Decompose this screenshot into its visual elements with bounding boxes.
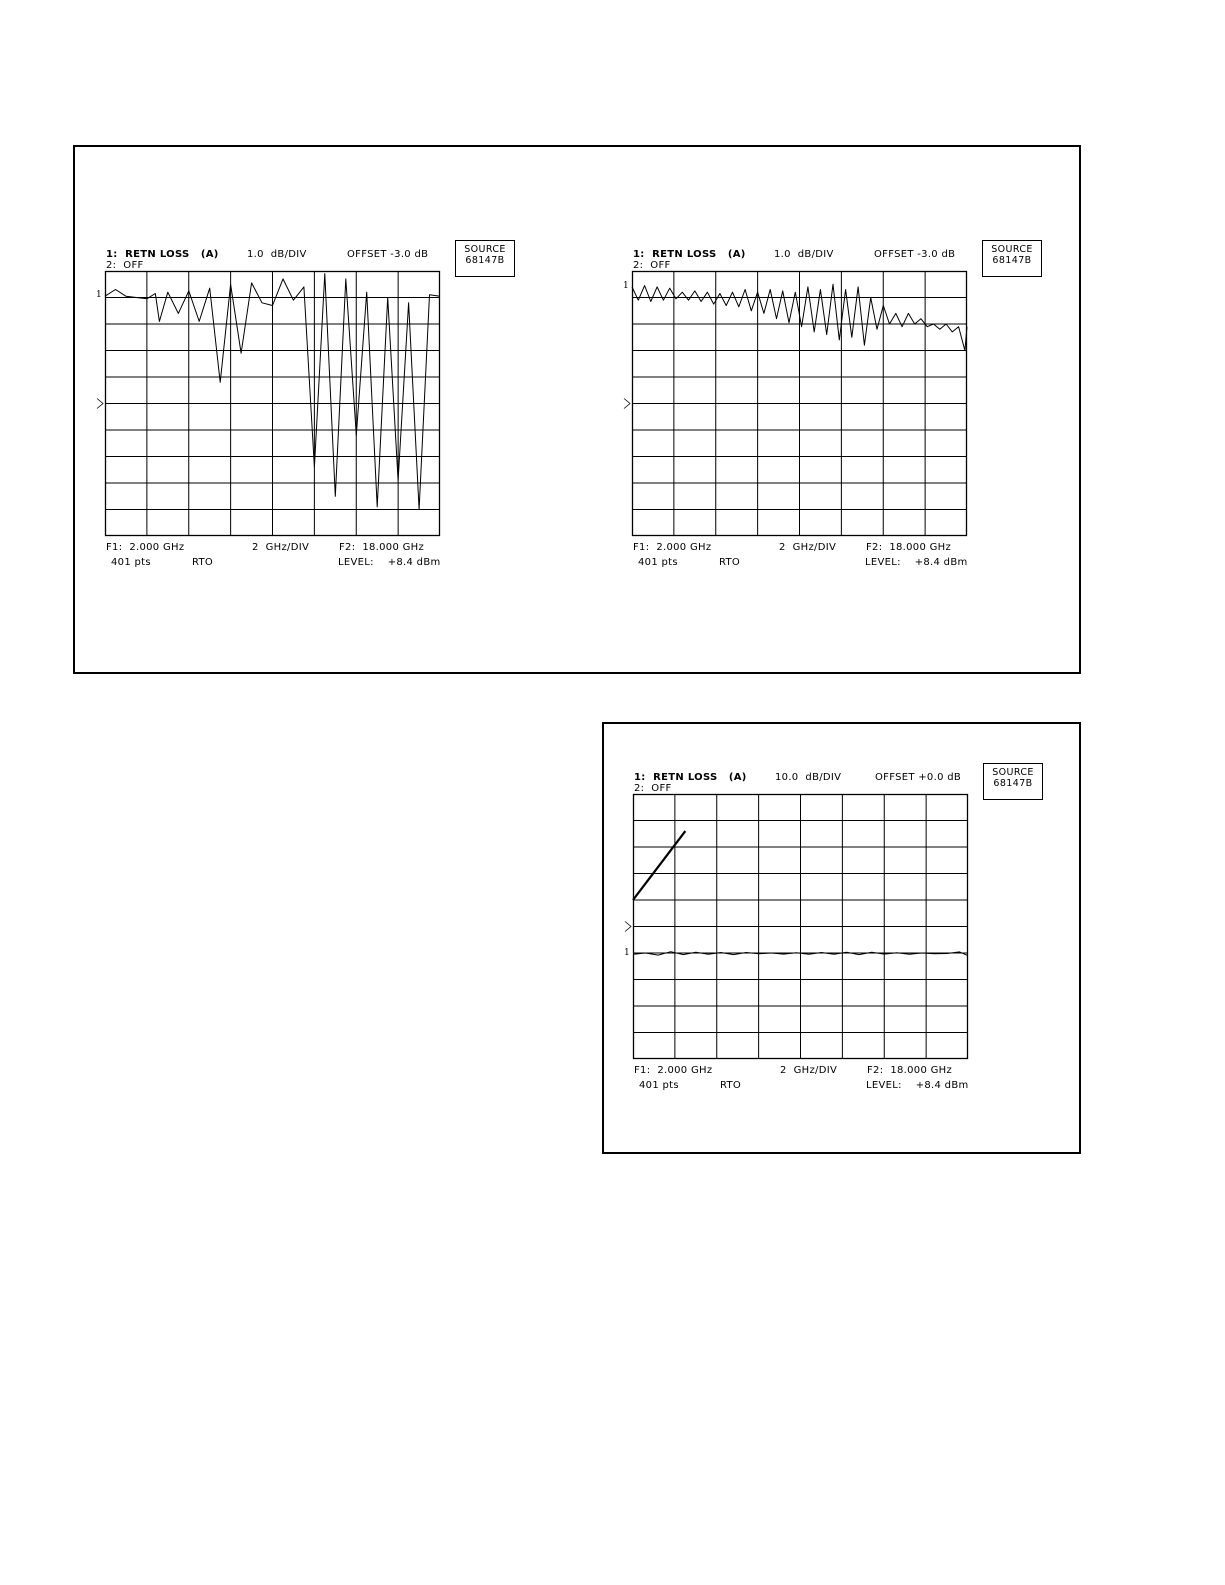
source-model-box	[982, 240, 1042, 277]
start-frequency-label: F1: 2.000 GHz	[106, 542, 185, 553]
return-loss-plot-panel	[624, 767, 1073, 1107]
frequency-division-label: 2 GHz/DIV	[252, 542, 310, 553]
channel-2-label: 2: OFF	[633, 260, 671, 271]
source-title: SOURCE	[992, 767, 1034, 778]
offset-label: OFFSET -3.0 dB	[347, 249, 429, 260]
reference-marker: 1	[624, 948, 630, 959]
offset-label: OFFSET +0.0 dB	[875, 772, 962, 783]
rto-label: RTO	[720, 1080, 742, 1091]
plot-area	[632, 271, 967, 536]
source-model: 68147B	[992, 255, 1032, 266]
level-label: LEVEL: +8.4 dBm	[338, 557, 441, 568]
source-model: 68147B	[465, 255, 505, 266]
plot-area	[105, 271, 440, 536]
reference-marker: 1	[96, 290, 102, 301]
channel-2-label: 2: OFF	[106, 260, 144, 271]
source-model: 68147B	[993, 778, 1033, 789]
start-frequency-label: F1: 2.000 GHz	[634, 1065, 713, 1076]
stop-frequency-label: F2: 18.000 GHz	[339, 542, 425, 553]
plot-area	[633, 794, 968, 1059]
rto-label: RTO	[192, 557, 214, 568]
rto-label: RTO	[719, 557, 741, 568]
vertical-scale-label: 1.0 dB/DIV	[774, 249, 834, 260]
stop-frequency-label: F2: 18.000 GHz	[867, 1065, 953, 1076]
source-model-box	[983, 763, 1043, 800]
reference-marker: 1	[623, 280, 629, 291]
points-label: 401 pts	[111, 557, 151, 568]
source-model-box	[455, 240, 515, 277]
start-frequency-label: F1: 2.000 GHz	[633, 542, 712, 553]
frequency-division-label: 2 GHz/DIV	[779, 542, 837, 553]
channel-1-label: 1: RETN LOSS (A)	[633, 249, 746, 260]
return-loss-plot-panel	[96, 244, 545, 584]
source-title: SOURCE	[991, 244, 1033, 255]
source-title: SOURCE	[464, 244, 506, 255]
channel-2-label: 2: OFF	[634, 783, 672, 794]
frequency-division-label: 2 GHz/DIV	[780, 1065, 838, 1076]
level-label: LEVEL: +8.4 dBm	[866, 1080, 969, 1091]
offset-label: OFFSET -3.0 dB	[874, 249, 956, 260]
return-loss-plot-panel	[623, 244, 1072, 584]
channel-1-label: 1: RETN LOSS (A)	[106, 249, 219, 260]
points-label: 401 pts	[639, 1080, 679, 1091]
vertical-scale-label: 10.0 dB/DIV	[775, 772, 842, 783]
vertical-scale-label: 1.0 dB/DIV	[247, 249, 307, 260]
channel-1-label: 1: RETN LOSS (A)	[634, 772, 747, 783]
points-label: 401 pts	[638, 557, 678, 568]
level-label: LEVEL: +8.4 dBm	[865, 557, 968, 568]
stop-frequency-label: F2: 18.000 GHz	[866, 542, 952, 553]
annotation-line	[633, 831, 685, 900]
